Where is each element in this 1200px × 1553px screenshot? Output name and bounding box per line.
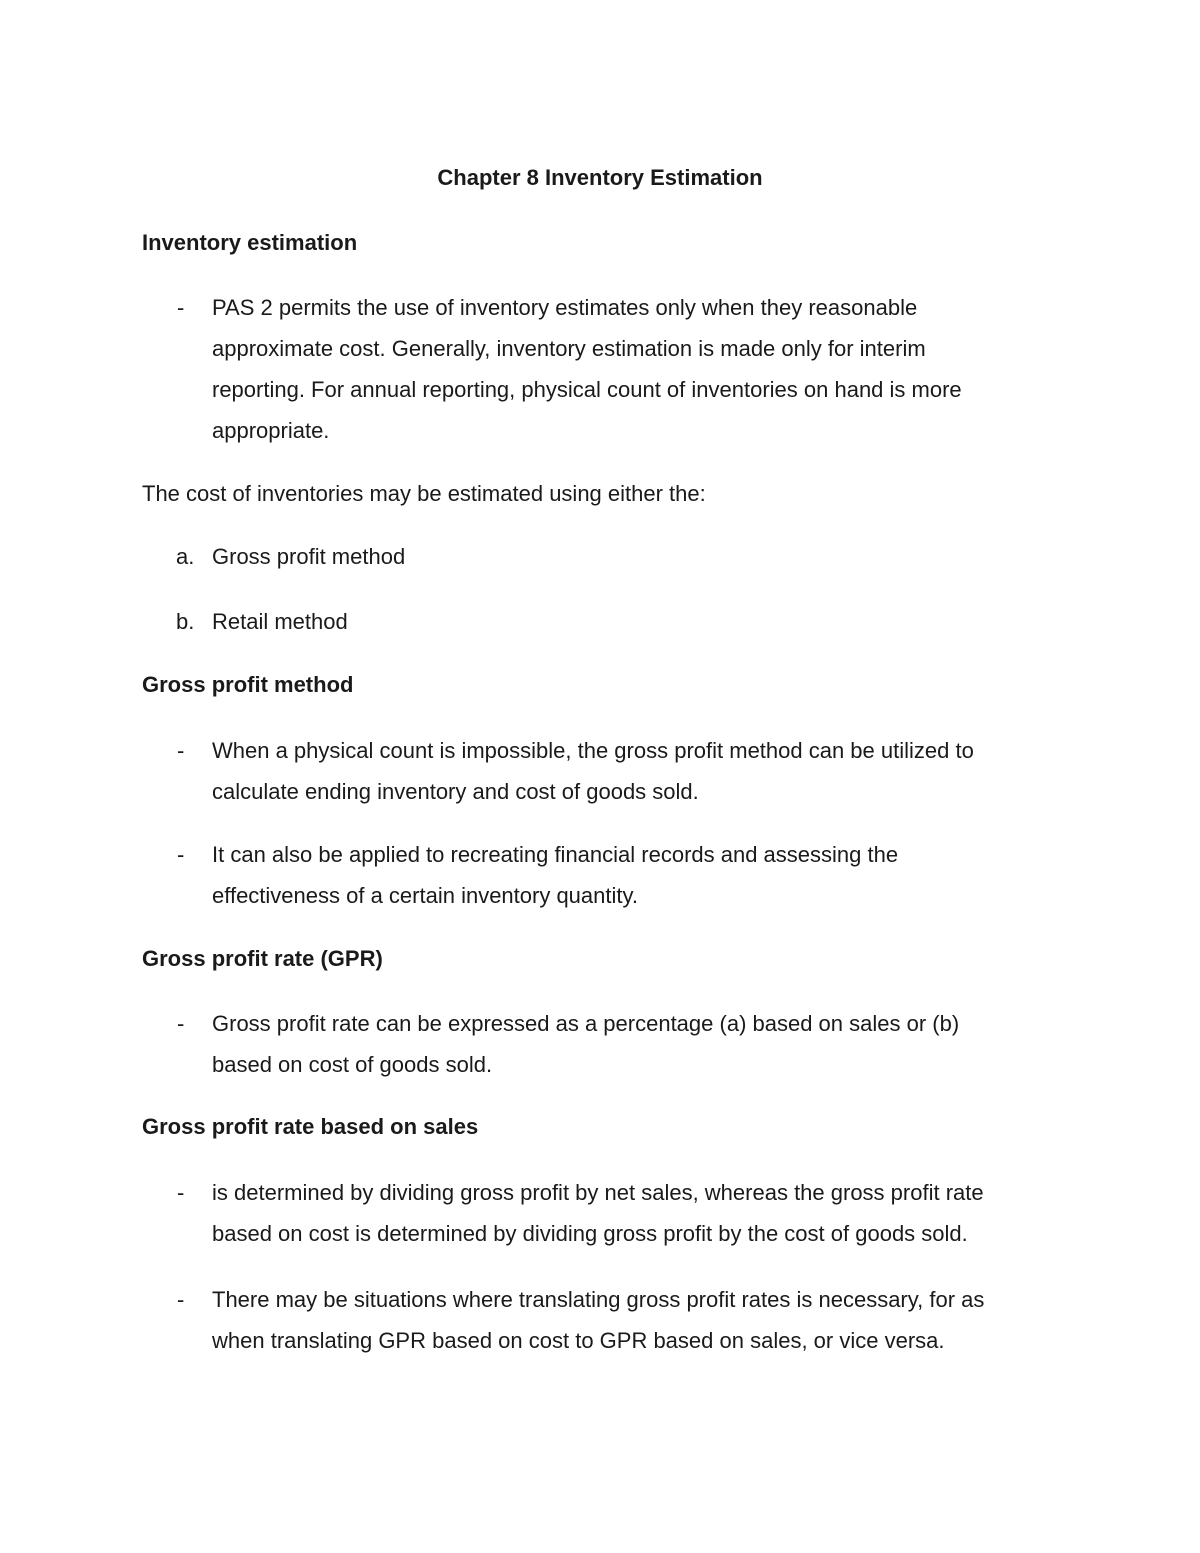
bullet-marker: - (177, 1011, 185, 1036)
text-line: when translating GPR based on cost to GPR based on sales, or vice versa. (212, 1328, 945, 1353)
text-line: There may be situations where translating gross profit rates is necessary, for as (212, 1287, 985, 1312)
bullet-item (142, 834, 1062, 916)
bullet-marker: - (177, 1287, 185, 1312)
bullet-item (142, 1279, 1062, 1361)
bullet-marker: - (177, 842, 185, 867)
bullet-text (212, 730, 1062, 812)
text-line: calculate ending inventory and cost of goods sold. (212, 779, 699, 804)
section-heading-inventory-estimation: Inventory estimation (142, 230, 358, 255)
text-line: effectiveness of a certain inventory quantity. (212, 883, 638, 908)
text-line: is determined by dividing gross profit by net sales, whereas the gross profit rate (212, 1180, 984, 1205)
text-line: Gross profit method (212, 544, 406, 569)
list-marker: a. (176, 544, 195, 569)
bullet-text (212, 1279, 1062, 1361)
bullet-item (142, 1172, 1062, 1254)
list-item-text (212, 601, 1062, 642)
text-line: based on cost is determined by dividing gross profit by the cost of goods sold. (212, 1221, 968, 1246)
list-item-retail-method (142, 601, 1062, 642)
text-line: PAS 2 permits the use of inventory estimates only when they reasonable (212, 295, 918, 320)
list-item-gross-profit-method (142, 536, 1062, 577)
section-heading-gross-profit-method: Gross profit method (142, 672, 354, 697)
bullet-marker: - (177, 295, 185, 320)
bullet-item (142, 730, 1062, 812)
bullet-item (142, 1003, 1062, 1085)
text-line: approximate cost. Generally, inventory estimation is made only for interim (212, 336, 926, 361)
bullet-text (212, 834, 1062, 916)
text-line: reporting. For annual reporting, physical count of inventories on hand is more (212, 377, 962, 402)
text-line: It can also be applied to recreating financial records and assessing the (212, 842, 899, 867)
bullet-text (212, 287, 1062, 451)
section-heading-gross-profit-rate: Gross profit rate (GPR) (142, 946, 383, 971)
bullet-item (142, 287, 1062, 451)
text-line: When a physical count is impossible, the gross profit method can be utilized to (212, 738, 974, 763)
list-item-text (212, 536, 1062, 577)
intro-paragraph: The cost of inventories may be estimated using either the: (142, 481, 706, 506)
text-line: Gross profit rate can be expressed as a percentage (a) based on sales or (b) (212, 1011, 960, 1036)
text-line: Retail method (212, 609, 348, 634)
bullet-marker: - (177, 1180, 185, 1205)
text-line: appropriate. (212, 418, 330, 443)
bullet-text (212, 1003, 1062, 1085)
page-title: Chapter 8 Inventory Estimation (437, 165, 763, 190)
text-line: based on cost of goods sold. (212, 1052, 493, 1077)
bullet-marker: - (177, 738, 185, 763)
bullet-text (212, 1172, 1062, 1254)
list-marker: b. (176, 609, 195, 634)
section-heading-gpr-based-on-sales: Gross profit rate based on sales (142, 1114, 479, 1139)
